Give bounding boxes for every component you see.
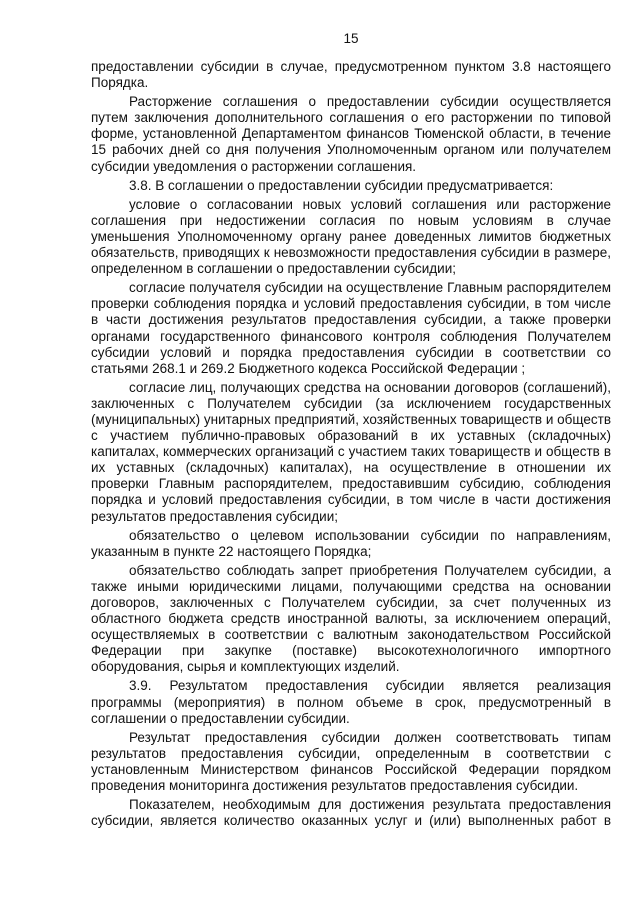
paragraph-section-3-9: 3.9. Результатом предоставления субсидии является реализация программы (мероприятия) в полном объеме в срок, предусмотренный в соглашении о предоставлении субсидии. (91, 678, 611, 726)
paragraph-consent-persons: согласие лиц, получающих средства на основании договоров (соглашений), заключенных с Получателем субсидии (за исключением государственных (муниципальных) унитарных предприятий, хозяйственных товариществ и обществ с участием публично-правовых образований в их уставных (складочных) капиталах, коммерческих организаций с участием таких товариществ и обществ в их уставных (складочных) капиталах), на осуществление в отношении их проверки Главным распорядителем, предоставившим субсидию, соблюдения порядка и условий предоставления субсидии, в том числе в части достижения результатов предоставления субсидии; (91, 379, 611, 524)
paragraph-result-types: Результат предоставления субсидии должен соответствовать типам результатов предоставления субсидии, определенным в соответствии с установленным Министерством финансов Российской Федерации порядком проведения мониторинга достижения результатов предоставления субсидии. (91, 729, 611, 794)
paragraph-obligation-purpose: обязательство о целевом использовании субсидии по направлениям, указанным в пункте 22 настоящего Порядка; (91, 527, 611, 559)
paragraph-indicator: Показателем, необходимым для достижения результата предоставления субсидии, является количество оказанных услуг и (или) выполненных работ в (91, 797, 611, 829)
paragraph-termination: Расторжение соглашения о предоставлении субсидии осуществляется путем заключения дополнительного соглашения о его расторжении по типовой форме, установленной Департаментом финансов Тюменской области, в течение 15 рабочих дней со дня получения Уполномоченным органом или получателем субсидии уведомления о расторжении соглашения. (91, 94, 611, 174)
paragraph-consent-recipient: согласие получателя субсидии на осуществление Главным распорядителем проверки соблюдения порядка и условий предоставления субсидии, в том числе в части достижения результатов предоставления субсидии, а также проверки органами государственного финансового контроля соблюдения Получателем субсидии условий и порядка предоставления субсидии в соответствии со статьями 268.1 и 269.2 Бюджетного кодекса Российской Федерации ; (91, 280, 611, 376)
paragraph-obligation-currency: обязательство соблюдать запрет приобретения Получателем субсидии, а также иными юридическими лицами, получающими средства на основании договоров, заключенных с Получателем субсидии, за счет полученных из областного бюджета средств иностранной валюты, за исключением операций, осуществляемых в соответствии с валютным законодательством Российской Федерации при закупке (поставке) высокотехнологичного импортного оборудования, сырья и комплектующих изделий. (91, 562, 611, 675)
paragraph-continuation: предоставлении субсидии в случае, предусмотренном пунктом 3.8 настоящего Порядка. (91, 59, 611, 91)
paragraph-condition-new-terms: условие о согласовании новых условий соглашения или расторжение соглашения при недостижении согласия по новым условиям в случае уменьшения Уполномоченному органу ранее доведенных лимитов бюджетных обязательств, приводящих к невозможности предоставления субсидии в размере, определенном в соглашении о предоставлении субсидии; (91, 196, 611, 277)
paragraph-section-3-8: 3.8. В соглашении о предоставлении субсидии предусматривается: (129, 177, 554, 193)
page-number: 15 (343, 31, 359, 46)
document-page (91, 30, 611, 832)
